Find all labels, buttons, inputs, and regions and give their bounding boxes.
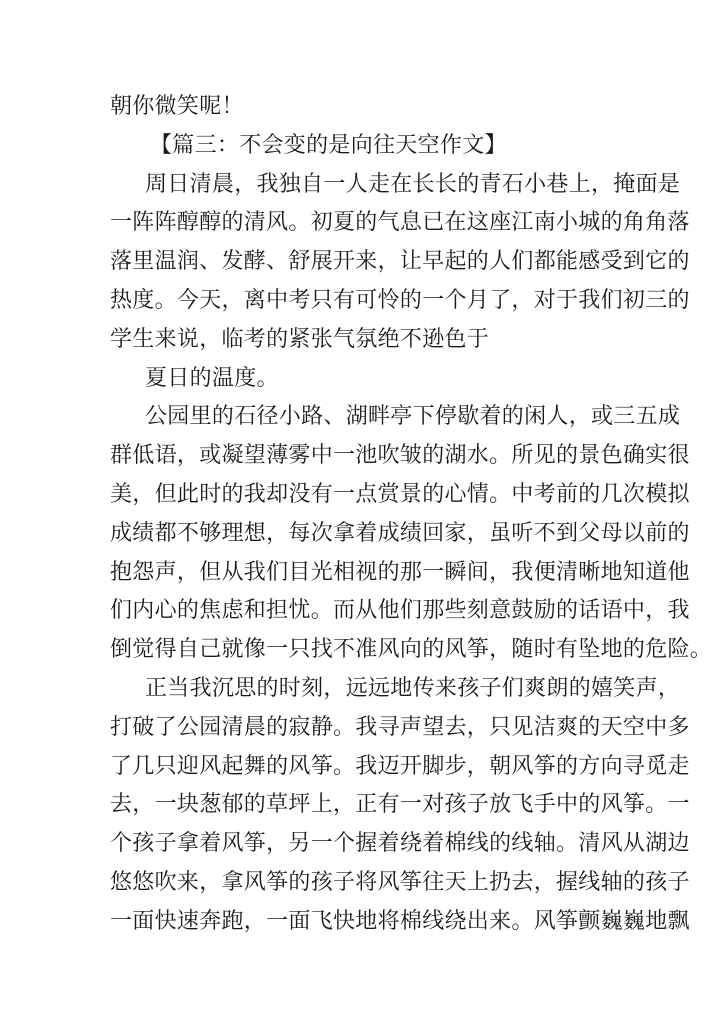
text-line: 正当我沉思的时刻，远远地传来孩子们爽朗的嬉笑声， <box>145 675 681 701</box>
text-line: 热度。今天，离中考只有可怜的一个月了，对于我们初三的 <box>110 287 690 313</box>
text-line: 夏日的温度。 <box>145 365 279 391</box>
text-line: 群低语，或凝望薄雾中一池吹皱的湖水。所见的景色确实很 <box>110 443 690 469</box>
text-line: 们内心的焦虑和担忧。而从他们那些刻意鼓励的话语中，我 <box>110 598 690 624</box>
text-line: 一阵阵醇醇的清风。初夏的气息已在这座江南小城的角角落 <box>110 210 690 236</box>
text-line: 悠悠吹来，拿风筝的孩子将风筝往天上扔去，握线轴的孩子 <box>110 869 690 895</box>
text-line: 去，一块葱郁的草坪上，正有一对孩子放飞手中的风筝。一 <box>110 792 690 818</box>
document-page <box>110 88 713 942</box>
text-line: 倒觉得自己就像一只找不准风向的风筝，随时有坠地的危险。 <box>110 637 713 663</box>
section-heading: 【篇三：不会变的是向往天空作文】 <box>150 132 507 158</box>
text-line: 成绩都不够理想，每次拿着成绩回家，虽听不到父母以前的 <box>110 520 690 546</box>
text-line: 美，但此时的我却没有一点赏景的心情。中考前的几次模拟 <box>110 481 690 507</box>
text-line: 周日清晨，我独自一人走在长长的青石小巷上，掩面是 <box>145 171 681 197</box>
text-line: 个孩子拿着风筝，另一个握着绕着棉线的线轴。清风从湖边 <box>110 831 690 857</box>
text-line: 公园里的石径小路、湖畔亭下停歇着的闲人，或三五成 <box>145 404 681 430</box>
text-line: 打破了公园清晨的寂静。我寻声望去，只见洁爽的天空中多 <box>110 714 690 740</box>
text-line: 学生来说，临考的紧张气氛绝不逊色于 <box>110 326 490 352</box>
text-line: 一面快速奔跑，一面飞快地将棉线绕出来。风筝颤巍巍地飘 <box>110 908 690 934</box>
text-line: 抱怨声，但从我们目光相视的那一瞬间，我便清晰地知道他 <box>110 559 690 585</box>
text-line: 了几只迎风起舞的风筝。我迈开脚步，朝风筝的方向寻觅走 <box>110 753 690 779</box>
text-line: 落里温润、发酵、舒展开来，让早起的人们都能感受到它的 <box>110 249 690 275</box>
text-line: 朝你微笑呢！ <box>110 94 244 119</box>
